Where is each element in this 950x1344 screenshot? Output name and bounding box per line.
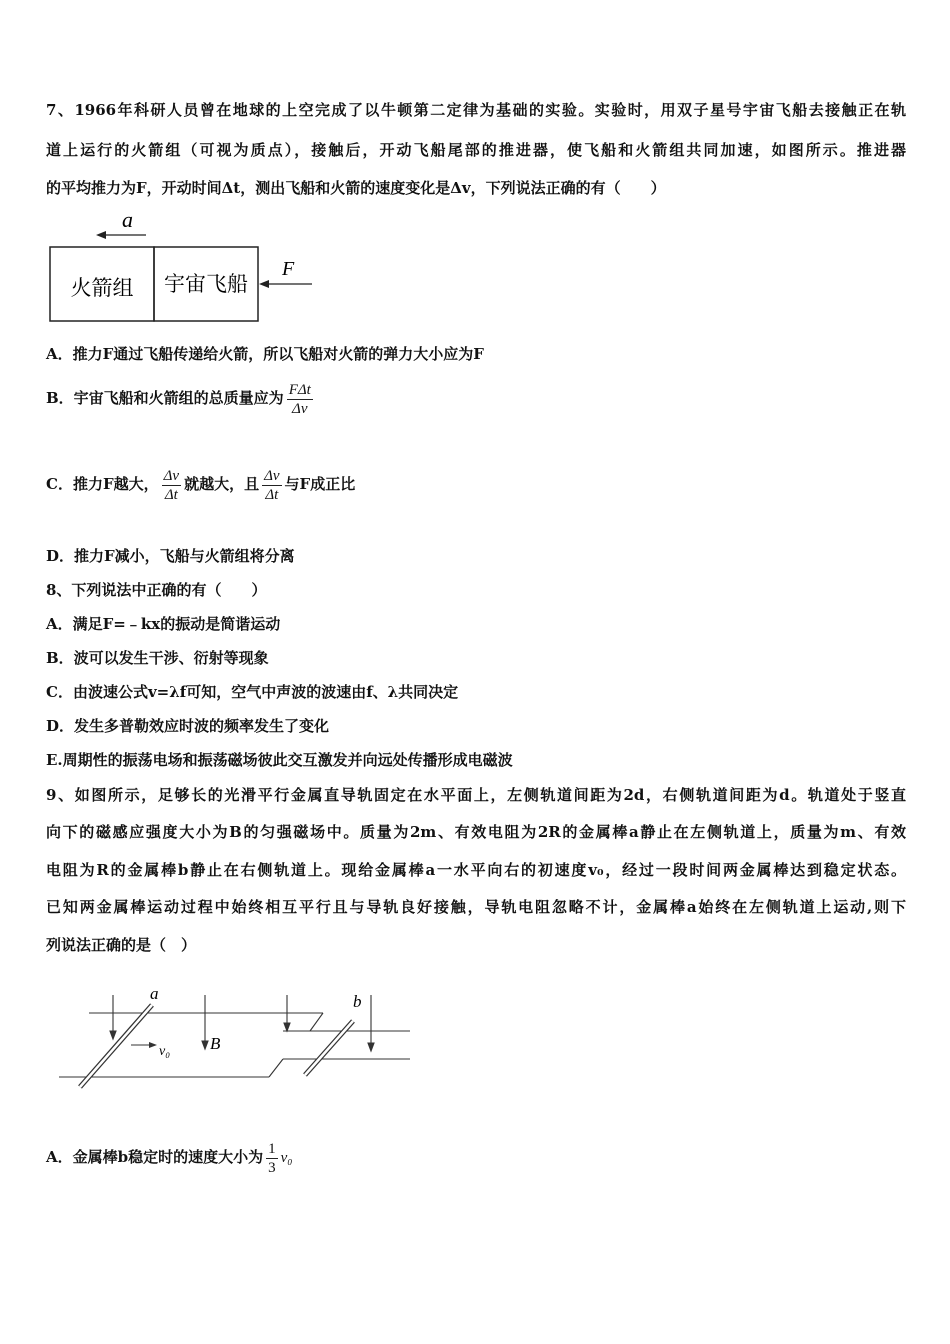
acceleration-label: a [122, 207, 133, 232]
q7-option-c-text-2: 就越大，且 [184, 475, 260, 493]
fraction-numerator: 1 [268, 1140, 276, 1157]
q7-figure [46, 205, 336, 325]
force-arrow [259, 280, 312, 288]
rod-a [80, 1005, 152, 1087]
acceleration-arrow [96, 231, 146, 239]
q7-stem-line-2: 道上运行的火箭组（可视为质点），接触后，开动飞船尾部的推进器，使飞船和火箭组共同加速，如图所示。推进器 [46, 141, 906, 159]
q7-option-b-text: B．宇宙飞船和火箭组的总质量应为 [46, 389, 284, 407]
velocity-arrow [131, 1042, 157, 1048]
q7-option-a: A．推力F通过飞船传递给火箭，所以飞船对火箭的弹力大小应为F [46, 345, 484, 363]
q9-stem-line-5: 列说法正确的是（ ） [46, 936, 197, 954]
q9-option-a-fraction [266, 1140, 278, 1177]
q7-stem-line-3: 的平均推力为F，开动时间Δt，测出飞船和火箭的速度变化是Δv，下列说法正确的有（ ） [46, 179, 666, 197]
spaceship-label: 宇宙飞船 [164, 272, 248, 296]
fraction-numerator: FΔt [288, 381, 311, 398]
q9-stem-line-4: 已知两金属棒运动过程中始终相互平行且与导轨良好接触，导轨电阻忽略不计，金属棒a始终在左侧轨道上运动,则下 [46, 898, 906, 916]
field-label: B [210, 1034, 221, 1053]
q9-option-a-variable: v₀ [280, 1150, 293, 1166]
force-label: F [282, 258, 295, 280]
q8-stem: 8、下列说法中正确的有（ ） [46, 581, 267, 599]
q9-stem-line-3: 电阻为R的金属棒b静止在右侧轨道上。现给金属棒a一水平向右的初速度v₀，经过一段时间两金属棒达到稳定状态。 [46, 861, 906, 879]
q8-option-a: A．满足F=﹣kx的振动是简谐运动 [46, 615, 281, 633]
q7-option-c-fraction-1 [162, 467, 181, 504]
q9-stem-line-2: 向下的磁感应强度大小为B的匀强磁场中。质量为2m、有效电阻为2R的金属棒a静止在左侧轨道上，质量为m、有效 [46, 823, 906, 841]
q7-option-d: D．推力F减小，飞船与火箭组将分离 [46, 547, 295, 565]
q9-option-a-text: A．金属棒b稳定时的速度大小为 [46, 1148, 264, 1166]
fraction-denominator: Δt [164, 486, 178, 503]
q8-option-d: D．发生多普勒效应时波的频率发生了变化 [46, 717, 330, 735]
fraction-denominator: Δv [292, 400, 308, 417]
rocket-label: 火箭组 [70, 276, 134, 300]
fraction-denominator: Δt [265, 486, 279, 503]
q8-option-e: E.周期性的振荡电场和振荡磁场彼此交互激发并向远处传播形成电磁波 [46, 751, 513, 769]
rod-a-label: a [150, 985, 159, 1003]
q7-option-c-fraction-2 [262, 467, 281, 504]
q7-stem-line-1: 7、1966年科研人员曾在地球的上空完成了以牛顿第二定律为基础的实验。实验时，用双子星号宇宙飞船去接触正在轨 [46, 101, 906, 119]
q8-option-b: B．波可以发生干涉、衍射等现象 [46, 649, 269, 667]
q9-figure [55, 985, 415, 1095]
rod-b-label: b [353, 992, 362, 1011]
rails [59, 1013, 410, 1077]
q7-option-b [46, 380, 316, 418]
q8-option-c: C．由波速公式v=λf可知，空气中声波的波速由f、λ共同决定 [46, 683, 459, 701]
fraction-numerator: Δv [264, 467, 280, 484]
q7-option-c-text-1: C．推力F越大， [46, 475, 159, 493]
rod-b [305, 1021, 353, 1075]
velocity-label: v₀ [159, 1044, 171, 1059]
fraction-denominator: 3 [268, 1159, 276, 1176]
q7-option-c-text-3: 与F成正比 [284, 475, 356, 493]
fraction-numerator: Δv [163, 467, 180, 484]
q7-option-c [46, 464, 355, 504]
q9-stem-line-1: 9、如图所示，足够长的光滑平行金属直导轨固定在水平面上，左侧轨道间距为2d，右侧轨道间距为d。轨道处于竖直 [46, 786, 906, 804]
q7-option-b-fraction [287, 381, 313, 418]
q9-option-a [46, 1135, 293, 1180]
